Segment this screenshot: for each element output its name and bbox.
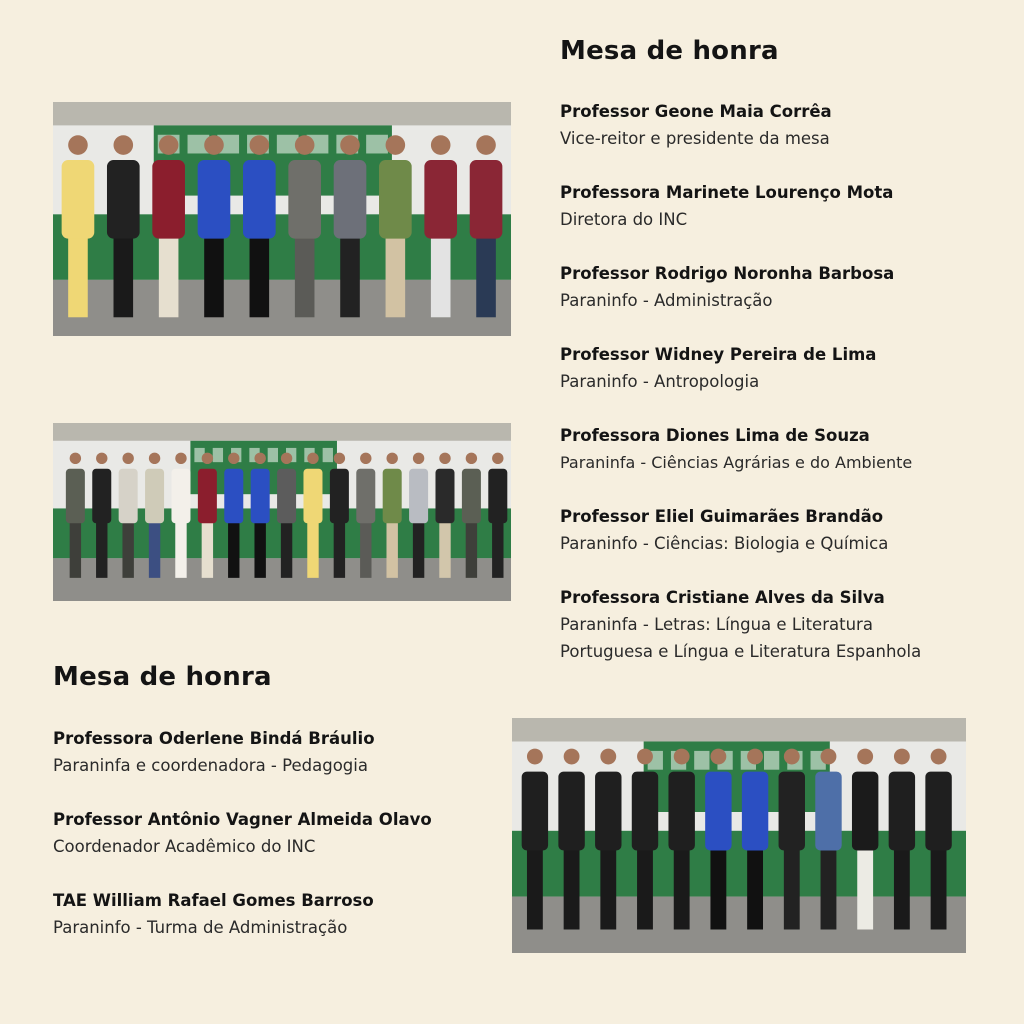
entry-role: Paraninfo - Ciências: Biologia e Química (560, 534, 889, 553)
list-item (53, 806, 493, 860)
list-item (53, 887, 493, 941)
entry-name: Professor Geone Maia Corrêa (560, 102, 832, 121)
entry-name: Professora Oderlene Bindá Bráulio (53, 729, 375, 748)
entry-role: Paraninfa - Letras: Língua e Literatura Portuguesa e Língua e Literatura Espanhola (560, 615, 922, 661)
list-item (560, 584, 1000, 665)
entry-name: Professor Rodrigo Noronha Barbosa (560, 264, 895, 283)
honor-table-list-top (560, 98, 1000, 692)
group-photo-3 (512, 718, 966, 953)
entry-name: Professor Widney Pereira de Lima (560, 345, 877, 364)
entry-role: Paraninfo - Antropologia (560, 372, 760, 391)
section-title-bottom: Mesa de honra (53, 662, 272, 692)
entry-role: Paraninfa - Ciências Agrárias e do Ambiente (560, 453, 913, 472)
entry-role: Coordenador Acadêmico do INC (53, 837, 316, 856)
entry-name: Professora Cristiane Alves da Silva (560, 588, 885, 607)
group-photo-1 (53, 102, 511, 336)
entry-name: TAE William Rafael Gomes Barroso (53, 891, 374, 910)
section-title-top: Mesa de honra (560, 36, 779, 66)
list-item (560, 179, 1000, 233)
entry-role: Paraninfo - Turma de Administração (53, 918, 348, 937)
entry-name: Professor Antônio Vagner Almeida Olavo (53, 810, 432, 829)
entry-role: Diretora do INC (560, 210, 688, 229)
entry-name: Professora Diones Lima de Souza (560, 426, 870, 445)
list-item (560, 503, 1000, 557)
entry-role: Vice-reitor e presidente da mesa (560, 129, 830, 148)
entry-name: Professora Marinete Lourenço Mota (560, 183, 894, 202)
entry-role: Paraninfa e coordenadora - Pedagogia (53, 756, 368, 775)
group-photo-2 (53, 423, 511, 601)
entry-role: Paraninfo - Administração (560, 291, 773, 310)
entry-name: Professor Eliel Guimarães Brandão (560, 507, 884, 526)
honor-table-list-bottom (53, 725, 493, 968)
list-item (560, 98, 1000, 152)
list-item (560, 422, 1000, 476)
list-item (560, 260, 1000, 314)
list-item (53, 725, 493, 779)
list-item (560, 341, 1000, 395)
